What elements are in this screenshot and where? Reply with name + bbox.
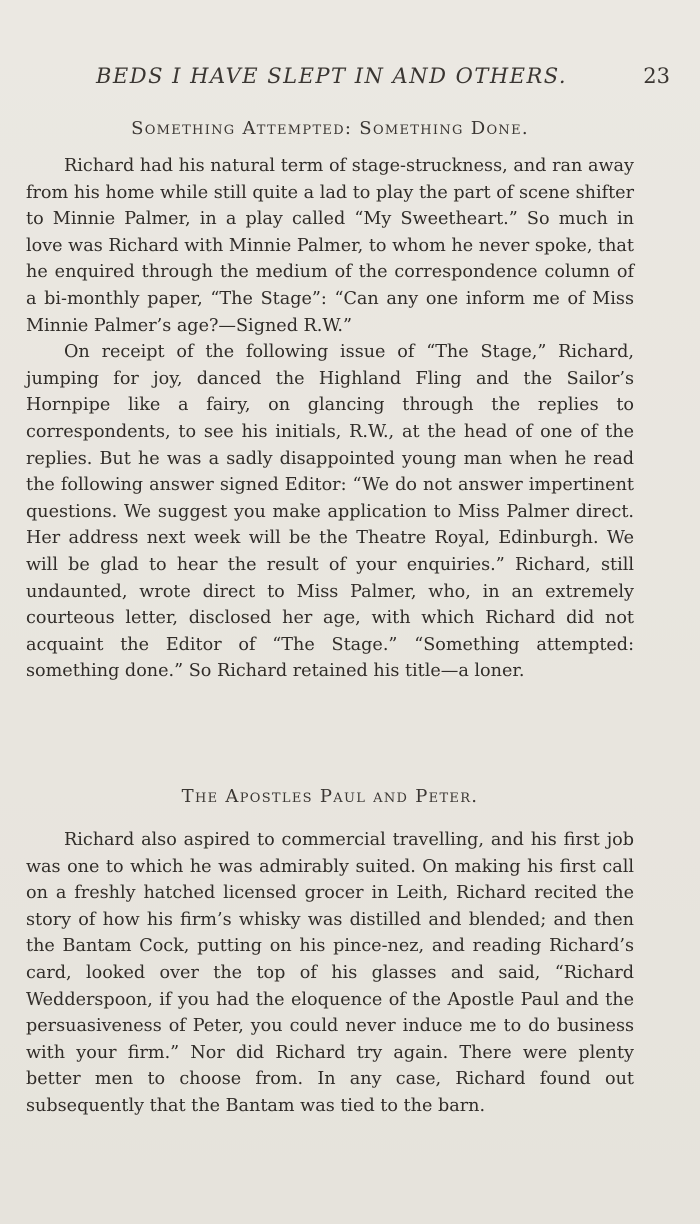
paragraph: Richard had his natural term of stage-struckness, and ran away from his home while still quite a lad to play the part of scene shifter to Minnie Palmer, in a play called “My Sweetheart.” So much in love was Richard with Minnie Palmer, to whom he never spoke, that he enquired through the medium of the correspondence column of a bi-monthly paper, “The Stage”: “Can any one inform me of Miss Minnie Palmer’s age?—Signed R.W.” xyxy=(26,156,634,336)
paragraph: On receipt of the following issue of “The Stage,” Richard, jumping for joy, danced the Highland Fling and the Sailor’s Hornpipe like a fairy, on glancing through the replies to correspondents, to see his initials, R.W., at the head of one of the replies. But he was a sadly disappointed young man when he read the following answer signed Editor: “We do not answer impertinent questions. We suggest you make application to Miss Palmer direct. Her address next week will be the Theatre Royal, Edinburgh. We will be glad to hear the result of your enquiries.” Richard, still undaunted, wrote direct to Miss Palmer, who, in an extremely courteous letter, disclosed her age, with which Richard did not acquaint the Editor of “The Stage.” “Something attempted: something done.” So Richard retained his title—a loner. xyxy=(26,342,634,682)
section-heading: Something Attempted: Something Done. xyxy=(131,118,529,139)
section-something-attempted xyxy=(26,118,634,685)
paragraph: Richard also aspired to commercial travelling, and his first job was one to which he was admirably suited. On making his first call on a freshly hatched licensed grocer in Leith, Richard recited the story of how his firm’s whisky was distilled and blended; and then the Bantam Cock, putting on his pince-nez, and reading Richard’s card, looked over the top of his glasses and said, “Richard Wedderspoon, if you had the eloquence of the Apostle Paul and the persuasiveness of Peter, you could never induce me to do business with your firm.” Nor did Richard try again. There were plenty better men to choose from. In any case, Richard found out subsequently that the Bantam was tied to the barn. xyxy=(26,830,634,1116)
section-apostles xyxy=(26,786,634,1120)
running-head xyxy=(26,64,670,94)
page-number: 23 xyxy=(643,64,670,88)
running-title: BEDS I HAVE SLEPT IN AND OTHERS. xyxy=(96,64,568,88)
section-heading: The Apostles Paul and Peter. xyxy=(181,786,479,807)
